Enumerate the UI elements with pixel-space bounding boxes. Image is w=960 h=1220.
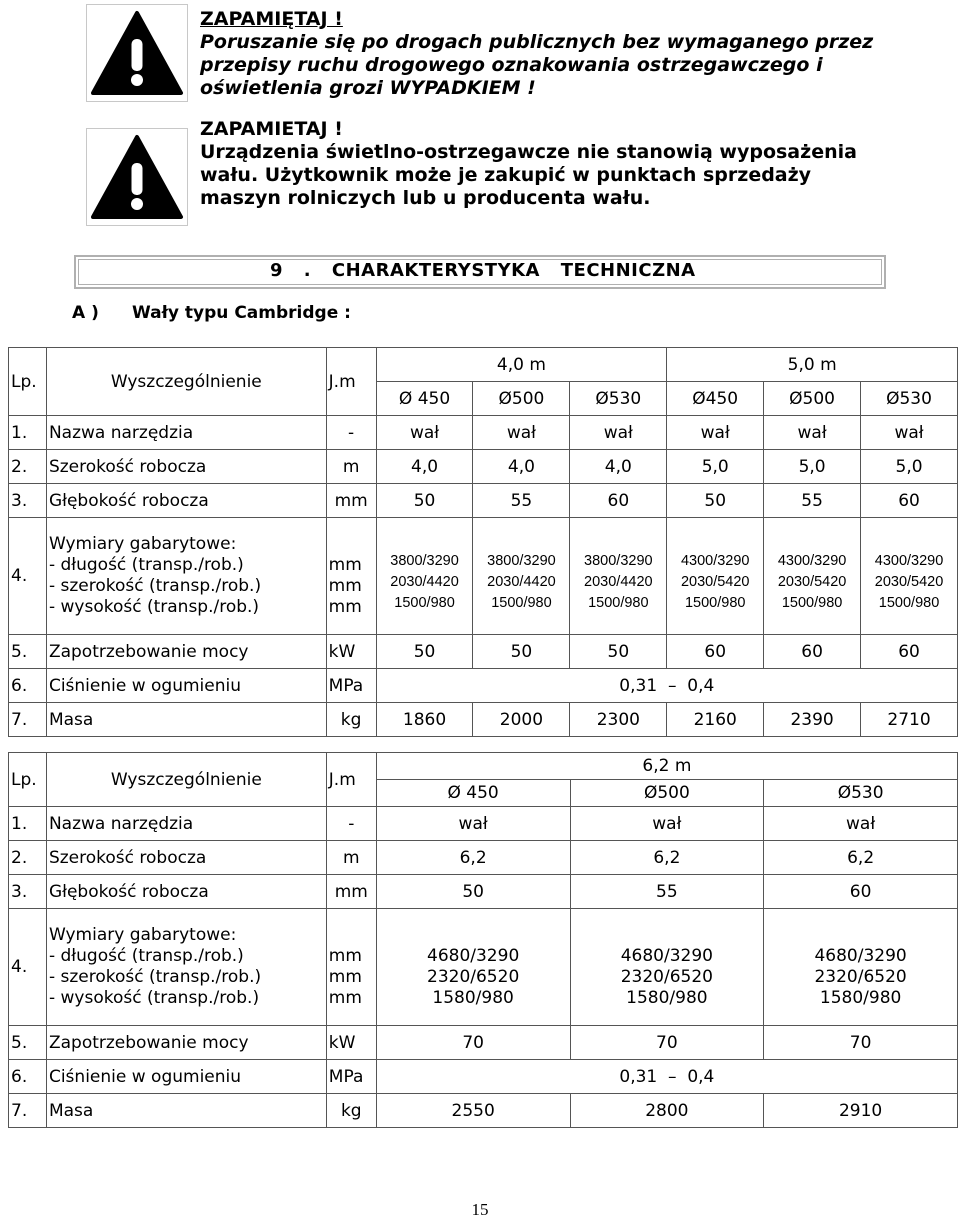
row-value: 50 bbox=[376, 484, 473, 518]
dimension-value: 1500/980 bbox=[588, 594, 649, 611]
header-diameter: Ø500 bbox=[473, 382, 570, 416]
dimensions-title: Wymiary gabarytowe: bbox=[48, 534, 237, 554]
row-value: 60 bbox=[764, 635, 861, 669]
warning-line: przepisy ruchu drogowego oznakowania ostrzegawczego i bbox=[200, 54, 823, 76]
dimension-value: 3800/3290 bbox=[390, 552, 459, 569]
row-lp: 2. bbox=[9, 450, 47, 484]
dimension-value: 4680/3290 bbox=[814, 945, 907, 966]
dimension-value: 1500/980 bbox=[684, 594, 746, 611]
subsection-title: Wały typu Cambridge : bbox=[132, 303, 351, 323]
dimension-line: - szerokość (transp./rob.) bbox=[48, 967, 262, 987]
table-row bbox=[9, 1094, 958, 1128]
row-value: 5,0 bbox=[764, 450, 861, 484]
row-value: wał bbox=[570, 807, 764, 841]
header-diameter: Ø500 bbox=[764, 382, 861, 416]
row-value: 55 bbox=[473, 484, 570, 518]
dimension-values bbox=[667, 518, 764, 635]
dimension-values bbox=[473, 518, 570, 635]
dimensions-title: Wymiary gabarytowe: bbox=[48, 925, 237, 945]
header-diameter: Ø530 bbox=[764, 780, 958, 807]
row-value: wał bbox=[667, 416, 764, 450]
header-diameter: Ø530 bbox=[861, 382, 958, 416]
row-unit: kW bbox=[326, 635, 376, 669]
warning-icon-box-2 bbox=[86, 128, 188, 226]
section-title: 9 . CHARAKTERYSTYKA TECHNICZNA bbox=[270, 260, 696, 281]
row-value: wał bbox=[376, 416, 473, 450]
row-value: wał bbox=[764, 416, 861, 450]
row-unit: mm bbox=[326, 484, 376, 518]
row-value: wał bbox=[570, 416, 667, 450]
row-name: Zapotrzebowanie mocy bbox=[46, 635, 326, 669]
table-row bbox=[9, 1060, 958, 1094]
row-value: 2550 bbox=[376, 1094, 570, 1128]
dimension-line: - długość (transp./rob.) bbox=[48, 555, 244, 575]
header-unit: J.m bbox=[326, 348, 376, 416]
dimension-value: 1580/980 bbox=[626, 987, 708, 1008]
row-lp: 7. bbox=[9, 1094, 47, 1128]
row-name: Nazwa narzędzia bbox=[46, 807, 326, 841]
dimension-unit: mm bbox=[328, 966, 362, 987]
row-value: 2160 bbox=[667, 703, 764, 737]
dimensions-description bbox=[46, 518, 326, 635]
warning-text-1 bbox=[200, 8, 873, 100]
row-name: Zapotrzebowanie mocy bbox=[46, 1026, 326, 1060]
row-value: 6,2 bbox=[764, 841, 958, 875]
header-group-6-2m: 6,2 m bbox=[376, 753, 957, 780]
dimension-value: 3800/3290 bbox=[487, 552, 556, 569]
header-diameter: Ø530 bbox=[570, 382, 667, 416]
dimension-line: - wysokość (transp./rob.) bbox=[48, 597, 260, 617]
row-lp: 6. bbox=[9, 669, 47, 703]
warning-line: oświetlenia grozi WYPADKIEM ! bbox=[200, 77, 536, 99]
dimension-value: 4300/3290 bbox=[874, 552, 944, 569]
row-name: Nazwa narzędzia bbox=[46, 416, 326, 450]
table-row bbox=[9, 484, 958, 518]
spec-table-2 bbox=[8, 752, 958, 1128]
row-value: 70 bbox=[764, 1026, 958, 1060]
row-value-merged: 0,31 – 0,4 bbox=[376, 669, 957, 703]
dimension-value: 4680/3290 bbox=[620, 945, 713, 966]
header-diameter: Ø450 bbox=[667, 382, 764, 416]
header-description: Wyszczególnienie bbox=[46, 348, 326, 416]
row-value: wał bbox=[376, 807, 570, 841]
row-value: 2710 bbox=[861, 703, 958, 737]
row-unit: - bbox=[326, 416, 376, 450]
row-value: 60 bbox=[861, 484, 958, 518]
row-unit: m bbox=[326, 450, 376, 484]
row-value: 50 bbox=[473, 635, 570, 669]
row-lp: 3. bbox=[9, 484, 47, 518]
row-value: 50 bbox=[667, 484, 764, 518]
row-lp: 5. bbox=[9, 1026, 47, 1060]
dimension-value: 1500/980 bbox=[394, 594, 455, 611]
row-value: wał bbox=[861, 416, 958, 450]
table-row bbox=[9, 635, 958, 669]
dimension-value: 4300/3290 bbox=[680, 552, 750, 569]
row-value: 55 bbox=[764, 484, 861, 518]
dimension-value: 2030/5420 bbox=[680, 573, 750, 590]
dimensions-description bbox=[46, 909, 326, 1026]
row-value: 5,0 bbox=[861, 450, 958, 484]
dimension-unit: mm bbox=[328, 596, 362, 617]
table-row-dimensions bbox=[9, 518, 958, 635]
dimension-value: 2030/4420 bbox=[390, 573, 459, 590]
dimension-line: - szerokość (transp./rob.) bbox=[48, 576, 262, 596]
dimensions-units bbox=[326, 909, 376, 1026]
dimension-value: 1500/980 bbox=[491, 594, 552, 611]
row-value: 55 bbox=[570, 875, 764, 909]
dimension-unit: mm bbox=[328, 575, 362, 596]
warning-heading-1: ZAPAMIĘTAJ ! bbox=[200, 8, 343, 30]
row-value: 50 bbox=[376, 875, 570, 909]
warning-line: wału. Użytkownik może je zakupić w punktach sprzedaży bbox=[200, 164, 812, 186]
row-lp: 7. bbox=[9, 703, 47, 737]
row-value: 70 bbox=[376, 1026, 570, 1060]
header-diameter: Ø 450 bbox=[376, 382, 473, 416]
header-diameter: Ø500 bbox=[570, 780, 764, 807]
row-value: 50 bbox=[376, 635, 473, 669]
table-row bbox=[9, 669, 958, 703]
row-value: 4,0 bbox=[473, 450, 570, 484]
row-unit: MPa bbox=[326, 669, 376, 703]
warning-exclamation-icon bbox=[87, 129, 187, 225]
dimension-value: 1580/980 bbox=[432, 987, 514, 1008]
spec-table-1 bbox=[8, 347, 958, 737]
dimension-values bbox=[861, 518, 958, 635]
dimensions-units bbox=[326, 518, 376, 635]
table-header-row bbox=[9, 753, 958, 780]
dimension-value: 2030/4420 bbox=[487, 573, 556, 590]
row-lp: 5. bbox=[9, 635, 47, 669]
row-unit: MPa bbox=[326, 1060, 376, 1094]
header-lp: Lp. bbox=[9, 348, 47, 416]
row-value: wał bbox=[764, 807, 958, 841]
header-group-5m: 5,0 m bbox=[667, 348, 958, 382]
row-value: 50 bbox=[570, 635, 667, 669]
row-name: Szerokość robocza bbox=[46, 841, 326, 875]
row-value: wał bbox=[473, 416, 570, 450]
row-lp: 4. bbox=[9, 909, 47, 1026]
row-value-merged: 0,31 – 0,4 bbox=[376, 1060, 957, 1094]
row-lp: 2. bbox=[9, 841, 47, 875]
row-name: Ciśnienie w ogumieniu bbox=[46, 1060, 326, 1094]
row-unit: kg bbox=[326, 1094, 376, 1128]
row-value: 2300 bbox=[570, 703, 667, 737]
row-name: Masa bbox=[46, 1094, 326, 1128]
row-name: Ciśnienie w ogumieniu bbox=[46, 669, 326, 703]
table-row-dimensions bbox=[9, 909, 958, 1026]
header-unit: J.m bbox=[326, 753, 376, 807]
row-value: 4,0 bbox=[376, 450, 473, 484]
dimension-value: 1580/980 bbox=[819, 987, 902, 1008]
dimension-value: 2030/5420 bbox=[777, 573, 847, 590]
row-unit: m bbox=[326, 841, 376, 875]
row-value: 2910 bbox=[764, 1094, 958, 1128]
dimension-unit: mm bbox=[328, 554, 362, 575]
dimension-values bbox=[570, 518, 667, 635]
page-number: 15 bbox=[471, 1200, 489, 1219]
row-unit: kW bbox=[326, 1026, 376, 1060]
dimension-value: 1500/980 bbox=[781, 594, 843, 611]
warning-heading-2: ZAPAMIETAJ ! bbox=[200, 118, 343, 140]
row-value: 4,0 bbox=[570, 450, 667, 484]
dimension-value: 2030/4420 bbox=[584, 573, 653, 590]
dimension-value: 2030/5420 bbox=[874, 573, 944, 590]
header-lp: Lp. bbox=[9, 753, 47, 807]
row-value: 60 bbox=[764, 875, 958, 909]
table-header-row bbox=[9, 348, 958, 382]
row-name: Głębokość robocza bbox=[46, 484, 326, 518]
dimension-value: 2320/6520 bbox=[427, 966, 520, 987]
table-row bbox=[9, 450, 958, 484]
dimension-values bbox=[376, 909, 570, 1026]
table-row bbox=[9, 807, 958, 841]
subsection-marker: A ) bbox=[72, 303, 99, 323]
row-value: 2800 bbox=[570, 1094, 764, 1128]
row-value: 60 bbox=[667, 635, 764, 669]
dimension-unit: mm bbox=[328, 945, 362, 966]
warning-line: maszyn rolniczych lub u producenta wału. bbox=[200, 187, 651, 209]
table-row bbox=[9, 841, 958, 875]
table-row bbox=[9, 1026, 958, 1060]
row-value: 1860 bbox=[376, 703, 473, 737]
table-row bbox=[9, 875, 958, 909]
row-lp: 1. bbox=[9, 807, 47, 841]
warning-line: Urządzenia świetlno-ostrzegawcze nie stanowią wyposażenia bbox=[200, 141, 857, 163]
row-name: Szerokość robocza bbox=[46, 450, 326, 484]
header-description: Wyszczególnienie bbox=[46, 753, 326, 807]
row-value: 60 bbox=[570, 484, 667, 518]
dimension-value: 4680/3290 bbox=[427, 945, 520, 966]
row-unit: mm bbox=[326, 875, 376, 909]
dimension-value: 3800/3290 bbox=[584, 552, 653, 569]
row-lp: 3. bbox=[9, 875, 47, 909]
dimension-values bbox=[764, 518, 861, 635]
dimension-values bbox=[570, 909, 764, 1026]
table-row bbox=[9, 703, 958, 737]
row-lp: 4. bbox=[9, 518, 47, 635]
warning-text-2 bbox=[200, 118, 857, 210]
dimension-line: - długość (transp./rob.) bbox=[48, 946, 244, 966]
warning-exclamation-icon bbox=[87, 5, 187, 101]
header-group-4m: 4,0 m bbox=[376, 348, 667, 382]
dimension-values bbox=[764, 909, 958, 1026]
row-lp: 1. bbox=[9, 416, 47, 450]
row-unit: kg bbox=[326, 703, 376, 737]
dimension-line: - wysokość (transp./rob.) bbox=[48, 988, 260, 1008]
dimension-values bbox=[376, 518, 473, 635]
row-name: Masa bbox=[46, 703, 326, 737]
row-value: 70 bbox=[570, 1026, 764, 1060]
table-row bbox=[9, 416, 958, 450]
row-value: 6,2 bbox=[570, 841, 764, 875]
row-value: 2000 bbox=[473, 703, 570, 737]
dimension-value: 1500/980 bbox=[878, 594, 940, 611]
row-value: 60 bbox=[861, 635, 958, 669]
row-value: 5,0 bbox=[667, 450, 764, 484]
dimension-value: 2320/6520 bbox=[814, 966, 907, 987]
dimension-value: 4300/3290 bbox=[777, 552, 847, 569]
header-diameter: Ø 450 bbox=[376, 780, 570, 807]
row-value: 6,2 bbox=[376, 841, 570, 875]
row-lp: 6. bbox=[9, 1060, 47, 1094]
dimension-value: 2320/6520 bbox=[620, 966, 713, 987]
warning-icon-box-1 bbox=[86, 4, 188, 102]
row-value: 2390 bbox=[764, 703, 861, 737]
dimension-unit: mm bbox=[328, 987, 362, 1008]
row-unit: - bbox=[326, 807, 376, 841]
row-name: Głębokość robocza bbox=[46, 875, 326, 909]
warning-line: Poruszanie się po drogach publicznych bez wymaganego przez bbox=[200, 31, 874, 53]
